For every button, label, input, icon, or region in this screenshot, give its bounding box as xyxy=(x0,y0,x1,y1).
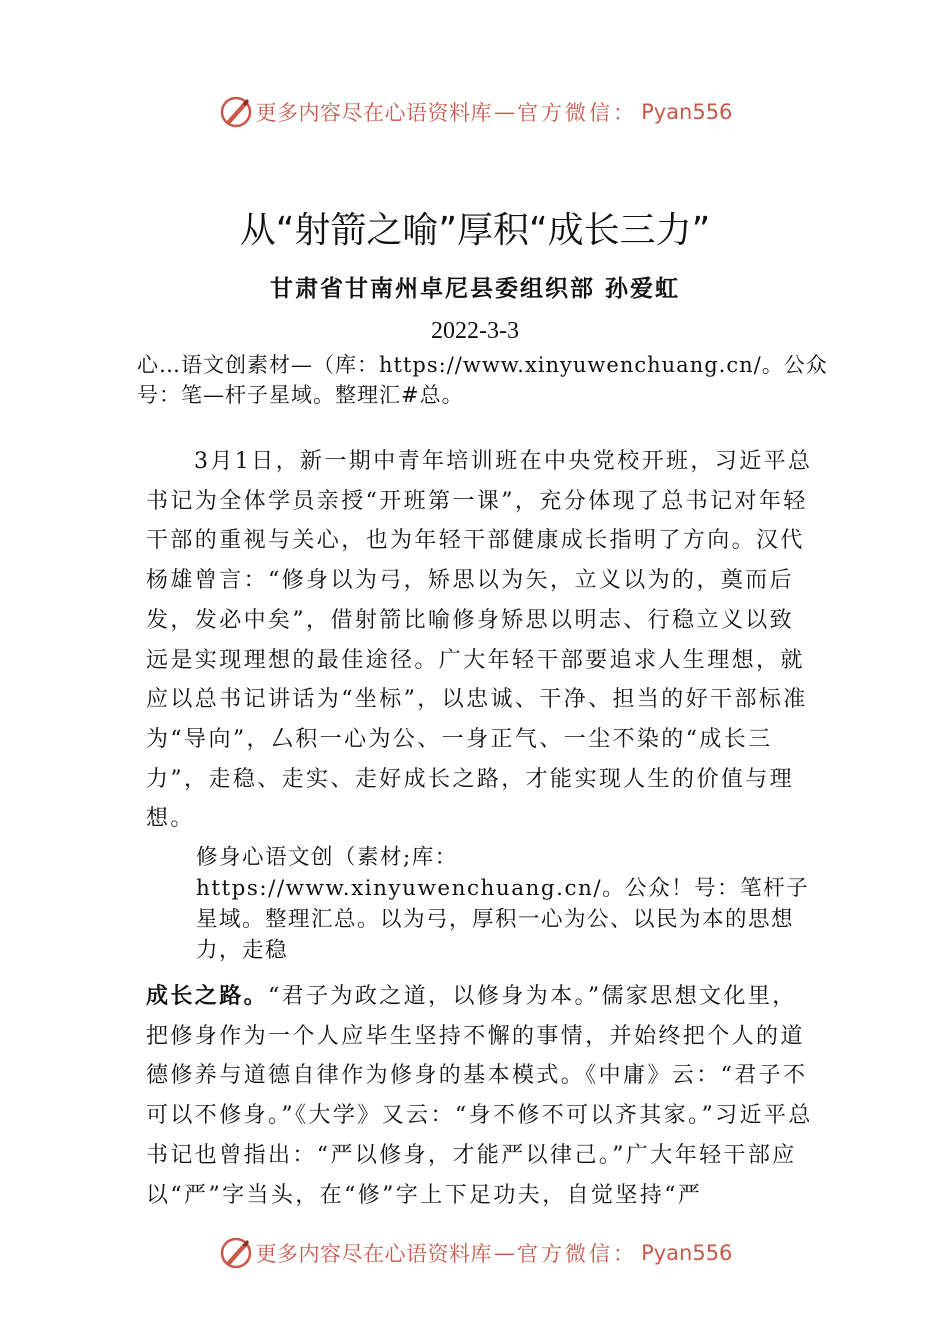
body-paragraph-1: 3月1日，新一期中青年培训班在中央党校开班，习近平总书记为全体学员亲授“开班第一课”，充分体现了总书记对年轻干部的重视与关心，也为年轻干部健康成长指明了方向。汉代杨雄曾言：“修身以为弓，矫思以为矢，立义以为的，奠而后发，发必中矣”，借射箭比喻修身矫思以明志、行稳立义以致远是实现理想的最佳途径。广大年轻干部要追求人生理想，就应以总书记讲话为“坐标”，以忠诚、干净、担当的好干部标准为“导向”，厶积一心为公、一身正气、一尘不染的“成长三力”，走稳、走实、走好成长之路，才能实现人生的价值与理想。 xyxy=(146,449,813,832)
banner-separator: — xyxy=(494,1241,516,1265)
paragraph-2-text: “君子为政之道，以修身为本。”儒家思想文化里，把修身作为一个人应毕生坚持不懈的事情，并始终把个人的道德修养与道德自律作为修身的基本模式。《中庸》云：“君子不可以不修身。”《大学》又云：“身不修不可以齐其家。”习近平总书记也曾指出：“严以修身，才能严以律己。”广大年轻干部应以“严”字当头，在“修”字上下足功夫，自觉坚持“严 xyxy=(146,984,813,1208)
paragraph-2-lead: 成长之路。 xyxy=(146,984,269,1009)
body-paragraph-2 xyxy=(146,977,816,1215)
pen-logo-icon xyxy=(218,94,254,130)
banner-wechat-label: 官方微信： xyxy=(517,1242,638,1266)
pen-logo-icon xyxy=(218,1235,254,1271)
quote-block: 修身心语文创（素材;库：https://www.xinyuwenchuang.cn/。公众！号：笔杆子星域。整理汇总。以为弓，厚积一心为公、以民为本的思想力，走稳 xyxy=(196,845,810,963)
document-date: 2022-3-3 xyxy=(431,318,519,344)
banner-separator: — xyxy=(494,100,516,124)
banner-text: 更多内容尽在心语资料库 xyxy=(255,1242,493,1266)
banner-wechat-id: Pyan556 xyxy=(641,1241,733,1265)
document-title: 从“射箭之喻”厚积“成长三力” xyxy=(239,210,711,251)
header-watermark-banner xyxy=(0,92,950,132)
document-author: 甘肃省甘南州卓尼县委组织部 孙爱虹 xyxy=(269,275,680,302)
banner-text: 更多内容尽在心语资料库 xyxy=(255,101,493,125)
banner-wechat-label: 官方微信： xyxy=(517,101,638,125)
footer-watermark-banner xyxy=(0,1233,950,1273)
banner-wechat-id: Pyan556 xyxy=(641,100,733,124)
source-note: 心…语文创素材—（库：https://www.xinyuwenchuang.cn/。公众号：笔—杆子星域。整理汇#总。 xyxy=(137,353,828,407)
